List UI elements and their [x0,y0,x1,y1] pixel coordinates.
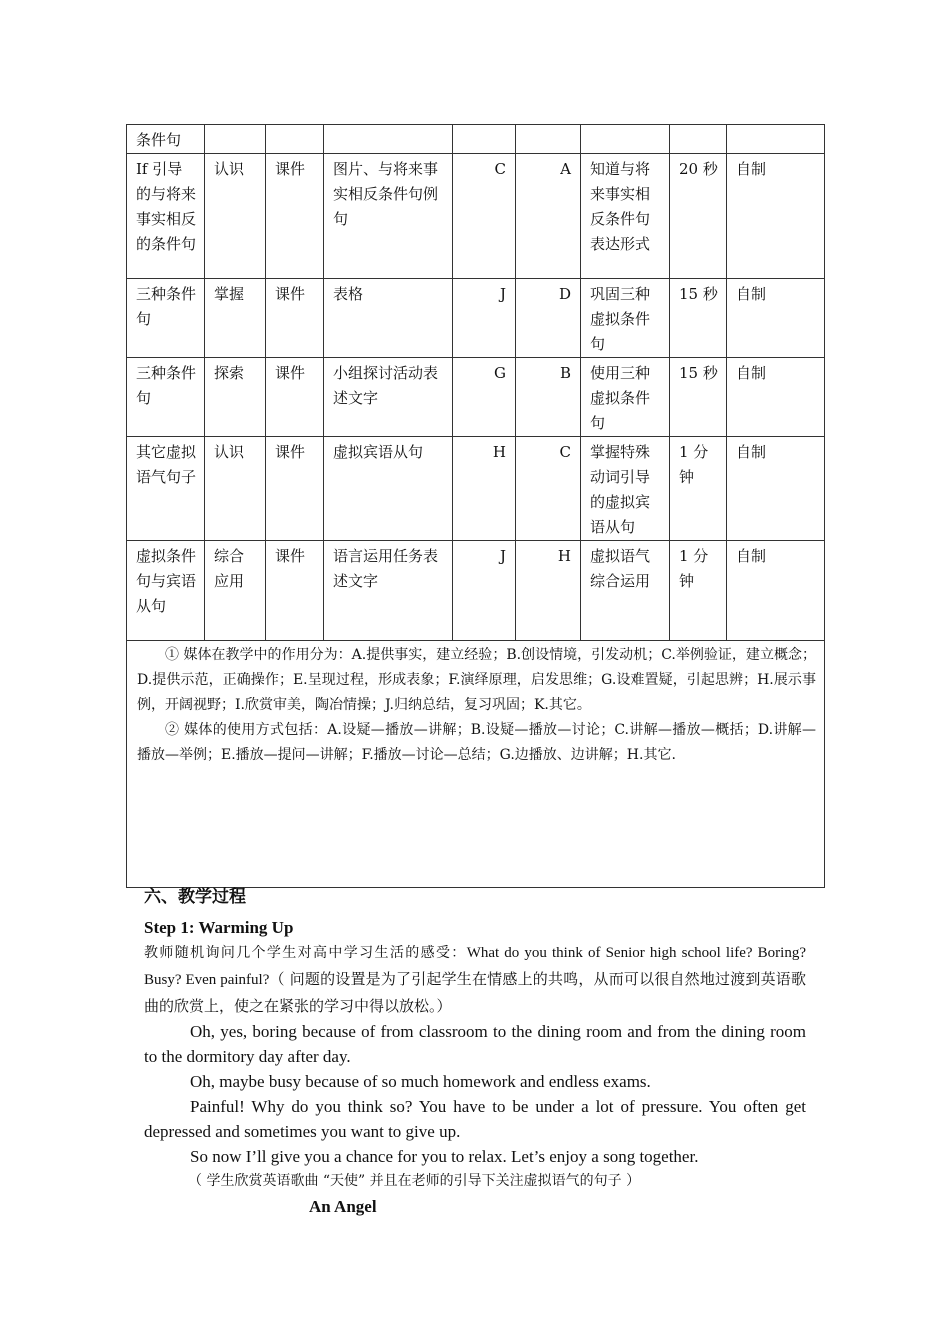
cell-content: 语言运用任务表述文字 [324,541,453,641]
cell-source: 自制 [727,541,825,641]
cell-point: 三种条件句 [127,358,205,437]
table-row [127,437,825,541]
cell-role: C [453,154,516,279]
cell-time: 1 分钟 [670,437,727,541]
table-row [127,541,825,641]
cell-result: 知道与将来事实相反条件句表达形式 [581,154,670,279]
cell-usage: C [516,437,581,541]
teaching-process [144,883,806,1221]
cell-source: 自制 [727,358,825,437]
cell-usage [516,125,581,154]
cell-usage: B [516,358,581,437]
cell-time: 15 秒 [670,279,727,358]
cell-source: 自制 [727,437,825,541]
cell-role: J [453,279,516,358]
cell-type: 课件 [266,358,324,437]
cell-goal: 认识 [205,154,266,279]
cell-result: 掌握特殊动词引导的虚拟宾语从句 [581,437,670,541]
cell-point: If 引导的与将来事实相反的条件句 [127,154,205,279]
song-note: （ 学生欣赏英语歌曲 “天使” 并且在老师的引导下关注虚拟语气的句子 ） [188,1173,641,1189]
paragraph-busy: Oh, maybe busy because of so much homework and endless exams. [190,1072,651,1091]
cell-role: G [453,358,516,437]
note-media-usage: ② 媒体的使用方式包括：A.设疑—播放—讲解；B.设疑—播放—讨论；C.讲解—播放—概括；D.讲解—播放—举例；E.播放—提问—讲解；F.播放—讨论—总结；G.边播放、边讲解；H.其它. [137,722,816,763]
section-title: 六、教学过程 [144,887,246,907]
cell-point: 三种条件句 [127,279,205,358]
cell-usage: A [516,154,581,279]
step-title: Step 1: Warming Up [144,918,294,937]
intro-note: （ 问题的设置是为了引起学生在情感上的共鸣，从而可以很自然地过渡到英语歌曲的欣赏上，使之在紧张的学习中得以放松。） [144,970,806,1015]
cell-point: 条件句 [127,125,205,154]
cell-content: 图片、与将来事实相反条件句例句 [324,154,453,279]
table-row [127,125,825,154]
cell-type [266,125,324,154]
cell-role [453,125,516,154]
cell-goal: 掌握 [205,279,266,358]
notes-row [127,641,825,888]
cell-source: 自制 [727,279,825,358]
cell-goal: 探索 [205,358,266,437]
paragraph-boring: Oh, yes, boring because of from classroom to the dining room and from the dining room to the dormitory day after day. [144,1022,806,1066]
cell-type: 课件 [266,154,324,279]
cell-usage: D [516,279,581,358]
cell-goal: 综合应用 [205,541,266,641]
cell-content: 小组探讨活动表述文字 [324,358,453,437]
cell-time: 1 分钟 [670,541,727,641]
cell-result: 使用三种虚拟条件句 [581,358,670,437]
cell-goal [205,125,266,154]
table-row [127,279,825,358]
cell-role: H [453,437,516,541]
media-table-body [127,125,825,888]
intro-paragraph [144,939,806,1019]
cell-time: 15 秒 [670,358,727,437]
cell-content [324,125,453,154]
cell-result [581,125,670,154]
cell-time [670,125,727,154]
cell-point: 虚拟条件句与宾语从句 [127,541,205,641]
paragraph-painful: Painful! Why do you think so? You have to be under a lot of pressure. You often get depressed and sometimes you want to give up. [144,1097,806,1141]
cell-result: 巩固三种虚拟条件句 [581,279,670,358]
paragraph-relax: So now I’ll give you a chance for you to relax. Let’s enjoy a song together. [190,1147,699,1166]
cell-source [727,125,825,154]
intro-zh: 教师随机询问几个学生对高中学习生活的感受： [144,945,467,961]
note-media-roles: ① 媒体在教学中的作用分为：A.提供事实，建立经验；B.创设情境，引发动机；C.举例验证，建立概念；D.提供示范，正确操作；E.呈现过程，形成表象；F.演绎原理，启发思维；G.设难置疑，引起思辨；H.展示事例，开阔视野；I.欣赏审美，陶冶情操；J.归纳总结，复习巩固；K.其它。 [137,647,816,713]
cell-content: 虚拟宾语从句 [324,437,453,541]
cell-time: 20 秒 [670,154,727,279]
song-title: An Angel [309,1197,377,1216]
notes-cell [127,641,825,888]
intro-en: What do you think of Senior high school life? Boring? Busy? Even painful? [144,945,807,988]
cell-usage: H [516,541,581,641]
cell-type: 课件 [266,541,324,641]
cell-source: 自制 [727,154,825,279]
media-table [126,124,825,888]
table-row [127,154,825,279]
cell-goal: 认识 [205,437,266,541]
table-row [127,358,825,437]
cell-point: 其它虚拟语气句子 [127,437,205,541]
cell-type: 课件 [266,437,324,541]
cell-result: 虚拟语气综合运用 [581,541,670,641]
cell-content: 表格 [324,279,453,358]
cell-role: J [453,541,516,641]
cell-type: 课件 [266,279,324,358]
